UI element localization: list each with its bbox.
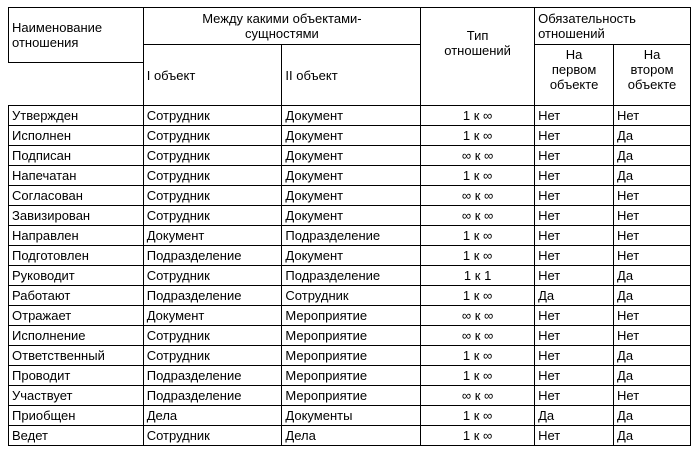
cell-second-object: Документ [282,206,421,226]
cell-mandatory-first: Да [535,286,614,306]
cell-relation-type: ∞ к ∞ [421,146,535,166]
cell-first-object: Сотрудник [143,186,282,206]
cell-second-object: Подразделение [282,266,421,286]
cell-mandatory-first: Нет [535,326,614,346]
cell-relation-name: Подготовлен [9,246,144,266]
cell-second-object: Документ [282,146,421,166]
cell-mandatory-first: Нет [535,146,614,166]
cell-second-object: Документ [282,106,421,126]
cell-relation-type: 1 к ∞ [421,286,535,306]
cell-relation-type: 1 к 1 [421,266,535,286]
cell-mandatory-first: Нет [535,186,614,206]
header-between-objects: Между какими объектами-сущностями [143,8,420,45]
header-second-object: II объект [282,45,421,106]
cell-mandatory-first: Нет [535,226,614,246]
cell-first-object: Дела [143,406,282,426]
cell-second-object: Мероприятие [282,346,421,366]
cell-first-object: Сотрудник [143,326,282,346]
cell-relation-name: Работают [9,286,144,306]
cell-relation-type: ∞ к ∞ [421,326,535,346]
cell-first-object: Подразделение [143,386,282,406]
header-on-first: На первом объекте [535,45,614,106]
header-on-second: На втором объекте [614,45,691,106]
table-row [9,326,691,346]
cell-first-object: Сотрудник [143,266,282,286]
cell-relation-type: 1 к ∞ [421,346,535,366]
cell-second-object: Подразделение [282,226,421,246]
cell-relation-name: Ведет [9,426,144,446]
cell-first-object: Сотрудник [143,146,282,166]
cell-mandatory-second: Нет [614,226,691,246]
cell-first-object: Сотрудник [143,126,282,146]
cell-relation-name: Исполнение [9,326,144,346]
cell-relation-type: 1 к ∞ [421,166,535,186]
cell-relation-name: Руководит [9,266,144,286]
cell-relation-name: Проводит [9,366,144,386]
cell-mandatory-first: Нет [535,206,614,226]
cell-first-object: Сотрудник [143,426,282,446]
cell-mandatory-first: Нет [535,266,614,286]
cell-mandatory-second: Да [614,406,691,426]
cell-first-object: Подразделение [143,366,282,386]
cell-first-object: Подразделение [143,286,282,306]
cell-relation-name: Согласован [9,186,144,206]
cell-first-object: Сотрудник [143,106,282,126]
table-row [9,286,691,306]
cell-second-object: Документ [282,166,421,186]
cell-mandatory-second: Нет [614,186,691,206]
cell-mandatory-first: Нет [535,366,614,386]
table-row [9,346,691,366]
cell-second-object: Мероприятие [282,366,421,386]
cell-mandatory-second: Да [614,266,691,286]
cell-mandatory-second: Нет [614,386,691,406]
cell-relation-type: ∞ к ∞ [421,206,535,226]
table-row [9,366,691,386]
table-row [9,106,691,126]
cell-mandatory-second: Да [614,146,691,166]
cell-first-object: Сотрудник [143,206,282,226]
cell-relation-name: Исполнен [9,126,144,146]
cell-first-object: Документ [143,226,282,246]
table-row [9,386,691,406]
cell-second-object: Документ [282,246,421,266]
table-row [9,406,691,426]
cell-relation-name: Участвует [9,386,144,406]
cell-second-object: Мероприятие [282,326,421,346]
cell-second-object: Документ [282,126,421,146]
cell-mandatory-first: Нет [535,106,614,126]
cell-relation-type: ∞ к ∞ [421,186,535,206]
cell-mandatory-second: Да [614,346,691,366]
cell-relation-type: 1 к ∞ [421,366,535,386]
cell-relation-name: Направлен [9,226,144,246]
header-relation-type: Тип отношений [421,8,535,106]
cell-relation-name: Завизирован [9,206,144,226]
header-first-object: I объект [143,45,282,106]
cell-mandatory-first: Нет [535,246,614,266]
cell-relation-type: 1 к ∞ [421,246,535,266]
cell-second-object: Документ [282,186,421,206]
cell-relation-name: Приобщен [9,406,144,426]
cell-relation-name: Утвержден [9,106,144,126]
cell-relation-name: Отражает [9,306,144,326]
table-row [9,186,691,206]
relations-table [8,7,691,446]
table-row [9,306,691,326]
cell-relation-name: Подписан [9,146,144,166]
table-row [9,226,691,246]
cell-relation-type: 1 к ∞ [421,406,535,426]
cell-relation-name: Ответственный [9,346,144,366]
cell-relation-type: ∞ к ∞ [421,386,535,406]
cell-second-object: Сотрудник [282,286,421,306]
cell-mandatory-second: Нет [614,246,691,266]
cell-mandatory-first: Нет [535,126,614,146]
cell-relation-type: ∞ к ∞ [421,306,535,326]
cell-mandatory-second: Да [614,366,691,386]
table-row [9,206,691,226]
cell-second-object: Мероприятие [282,306,421,326]
cell-mandatory-second: Да [614,126,691,146]
cell-mandatory-first: Нет [535,386,614,406]
cell-relation-name: Напечатан [9,166,144,186]
cell-first-object: Подразделение [143,246,282,266]
table-row [9,166,691,186]
cell-mandatory-second: Да [614,426,691,446]
cell-second-object: Документы [282,406,421,426]
header-mandatory: Обязательность отношений [535,8,691,45]
cell-mandatory-second: Нет [614,106,691,126]
table-row [9,126,691,146]
cell-mandatory-first: Да [535,406,614,426]
cell-mandatory-first: Нет [535,166,614,186]
cell-relation-type: 1 к ∞ [421,106,535,126]
cell-mandatory-second: Нет [614,326,691,346]
cell-second-object: Дела [282,426,421,446]
cell-relation-type: 1 к ∞ [421,226,535,246]
cell-first-object: Сотрудник [143,166,282,186]
cell-first-object: Сотрудник [143,346,282,366]
table-row [9,426,691,446]
table-row [9,146,691,166]
cell-mandatory-second: Да [614,166,691,186]
table-row [9,266,691,286]
cell-second-object: Мероприятие [282,386,421,406]
cell-first-object: Документ [143,306,282,326]
cell-relation-type: 1 к ∞ [421,426,535,446]
cell-mandatory-first: Нет [535,306,614,326]
cell-mandatory-second: Нет [614,206,691,226]
header-relation-name: Наименование отношения [9,8,144,63]
cell-mandatory-second: Нет [614,306,691,326]
table-row [9,246,691,266]
cell-mandatory-first: Нет [535,346,614,366]
cell-mandatory-first: Нет [535,426,614,446]
cell-relation-type: 1 к ∞ [421,126,535,146]
cell-mandatory-second: Да [614,286,691,306]
